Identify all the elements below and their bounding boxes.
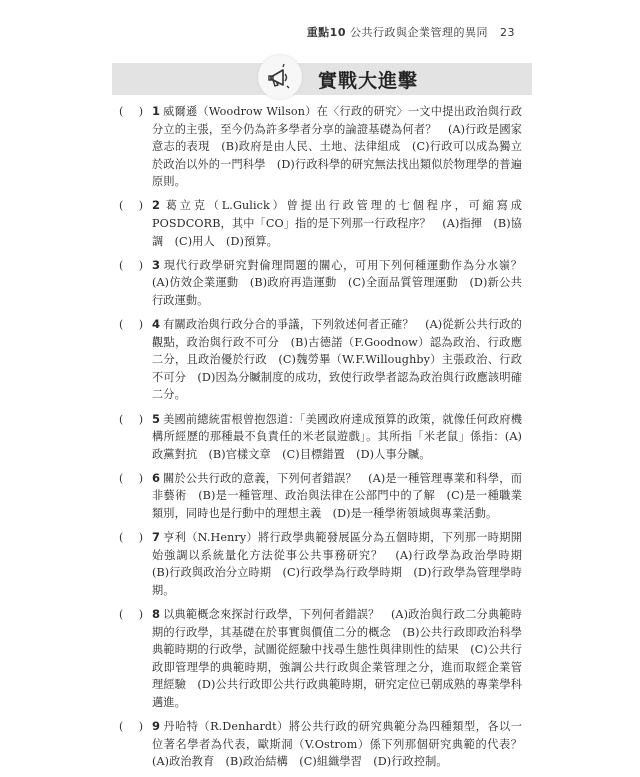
question-number: 1 [152,104,161,118]
section-badge [258,55,302,99]
question-item [119,103,522,191]
answer-paren-open: ( [119,105,124,118]
question-number: 2 [152,198,161,213]
question-list [119,103,534,777]
answer-paren-close: ) [138,412,143,426]
question-text: 威爾遜（Woodrow Wilson）在〈行政的研究〉一文中提出政治與行政分立的主張，至今仍為許多學者分享的論證基礎為何者？ (A)行政是國家意志的表現 (B)政府是由人民、土地、法律組成 (C)行政可以成為獨立於政治以外的一門科學 (D)行政科學的研究無法找出類似於物理學的普遍原則。 [152,105,522,189]
question-item [119,197,522,250]
question-text: 關於公共行政的意義，下列何者錯誤？ (A)是一種管理專業和科學，而非藝術 (B)是一種管理、政治與法律在公部門中的了解 (C)是一種職業類別，同時也是行動中的理想主義 (D)是一種學術領域與專業活動。 [152,471,522,520]
answer-paren-close: ) [138,607,143,621]
page-number: 23 [500,26,515,39]
megaphone-icon [266,63,294,91]
running-header [307,24,515,40]
answer-paren-open: ( [119,531,124,545]
answer-paren-close: ) [138,531,143,545]
question-text: 葛立克（L.Gulick）曾提出行政管理的七個程序，可縮寫成POSDCORB，其中「CO」指的是下列那一行政程序？ (A)指揮 (B)協調 (C)用人 (D)預算。 [152,199,522,248]
question-item [119,257,534,310]
answer-blank[interactable] [119,718,143,736]
answer-paren-open: ( [119,199,124,213]
answer-paren-open: ( [119,412,124,426]
question-text: 以典範概念來探討行政學，下列何者錯誤？ (A)政治與行政二分典範時期的行政學，其基礎在於事實與價值二分的概念 (B)公共行政即政治科學典範時期的行政學，試圖從經驗中找尋生態性與律則性的結果 (C)公共行政即管理學的典範時期，強調公共行政與企業管理之分，進而取經企業管理經驗 (D)公共行政即公共行政典範時期，研究定位已朝成熟的專業學科邁進。 [152,607,522,709]
question-item [119,411,522,464]
answer-blank[interactable] [119,529,143,547]
answer-blank[interactable] [119,103,143,121]
answer-paren-close: ) [138,720,143,733]
question-item [119,316,522,404]
answer-paren-close: ) [138,105,143,118]
answer-blank[interactable] [119,411,143,429]
question-text: 亨利（N.Henry）將行政學典範發展區分為五個時期，下列那一時期開始強調以系統量化方法從事公共事務研究？ (A)行政學為政治學時期 (B)行政與政治分立時期 (C)行政學為行政學時期 (D)行政學為管理學時期。 [152,531,534,597]
answer-paren-close: ) [138,258,143,272]
section-title: 實戰大進擊 [318,70,419,92]
answer-paren-close: ) [138,318,143,332]
answer-paren-close: ) [138,199,143,213]
chapter-title: 公共行政與企業管理的異同 [350,26,488,39]
answer-blank[interactable] [119,316,143,334]
question-item [119,470,522,523]
question-text: 丹哈特（R.Denhardt）將公共行政的研究典範分為四種類型，各以一位著名學者為代表，歐斯洞（V.Ostrom）係下列那個研究典範的代表？(A)政治教育 (B)政治結構 (C)組織學習 (D)行政控制。 [152,720,522,769]
chapter-label: 重點10 [306,26,346,39]
question-item [119,529,534,599]
answer-paren-close: ) [138,471,143,485]
answer-blank[interactable] [119,197,143,215]
question-item [119,606,522,712]
question-text: 美國前總統雷根曾抱怨道：「美國政府達成預算的政策，就像任何政府機構所經歷的那種最不負責任的米老鼠遊戲」。其所指「米老鼠」係指：(A)政黨對抗 (B)官樣文章 (C)目標錯置 (D)人事分贓。 [152,412,522,461]
question-text: 有關政治與行政分合的爭議，下列敘述何者正確？ (A)從新公共行政的觀點，政治與行政不可分 (B)古德諾（F.Goodnow）認為政治、行政應二分，且政治優於行政 (C)魏勞畢（W.F.Willoughby）主張政治、行政不可分 (D)因為分贓制度的成功，致使行政學者認為政治與行政應該明確二分。 [152,318,522,402]
question-number: 9 [152,719,161,733]
answer-paren-open: ( [119,720,124,733]
question-number: 3 [152,257,161,272]
answer-blank[interactable] [119,257,143,275]
question-text: 現代行政學研究對倫理問題的關心，可用下列何種運動作為分水嶺？ (A)仿效企業運動 (B)政府再造運動 (C)全面品質管理運動 (D)新公共行政運動。 [152,258,534,307]
answer-blank[interactable] [119,470,143,488]
question-number: 4 [152,317,161,332]
question-number: 5 [152,411,161,426]
answer-paren-open: ( [119,471,124,485]
question-number: 6 [152,470,161,485]
question-number: 8 [152,606,161,621]
question-number: 7 [152,530,161,545]
question-item [119,718,522,771]
answer-paren-open: ( [119,318,124,332]
answer-paren-open: ( [119,258,124,272]
answer-paren-open: ( [119,607,124,621]
answer-blank[interactable] [119,606,143,624]
